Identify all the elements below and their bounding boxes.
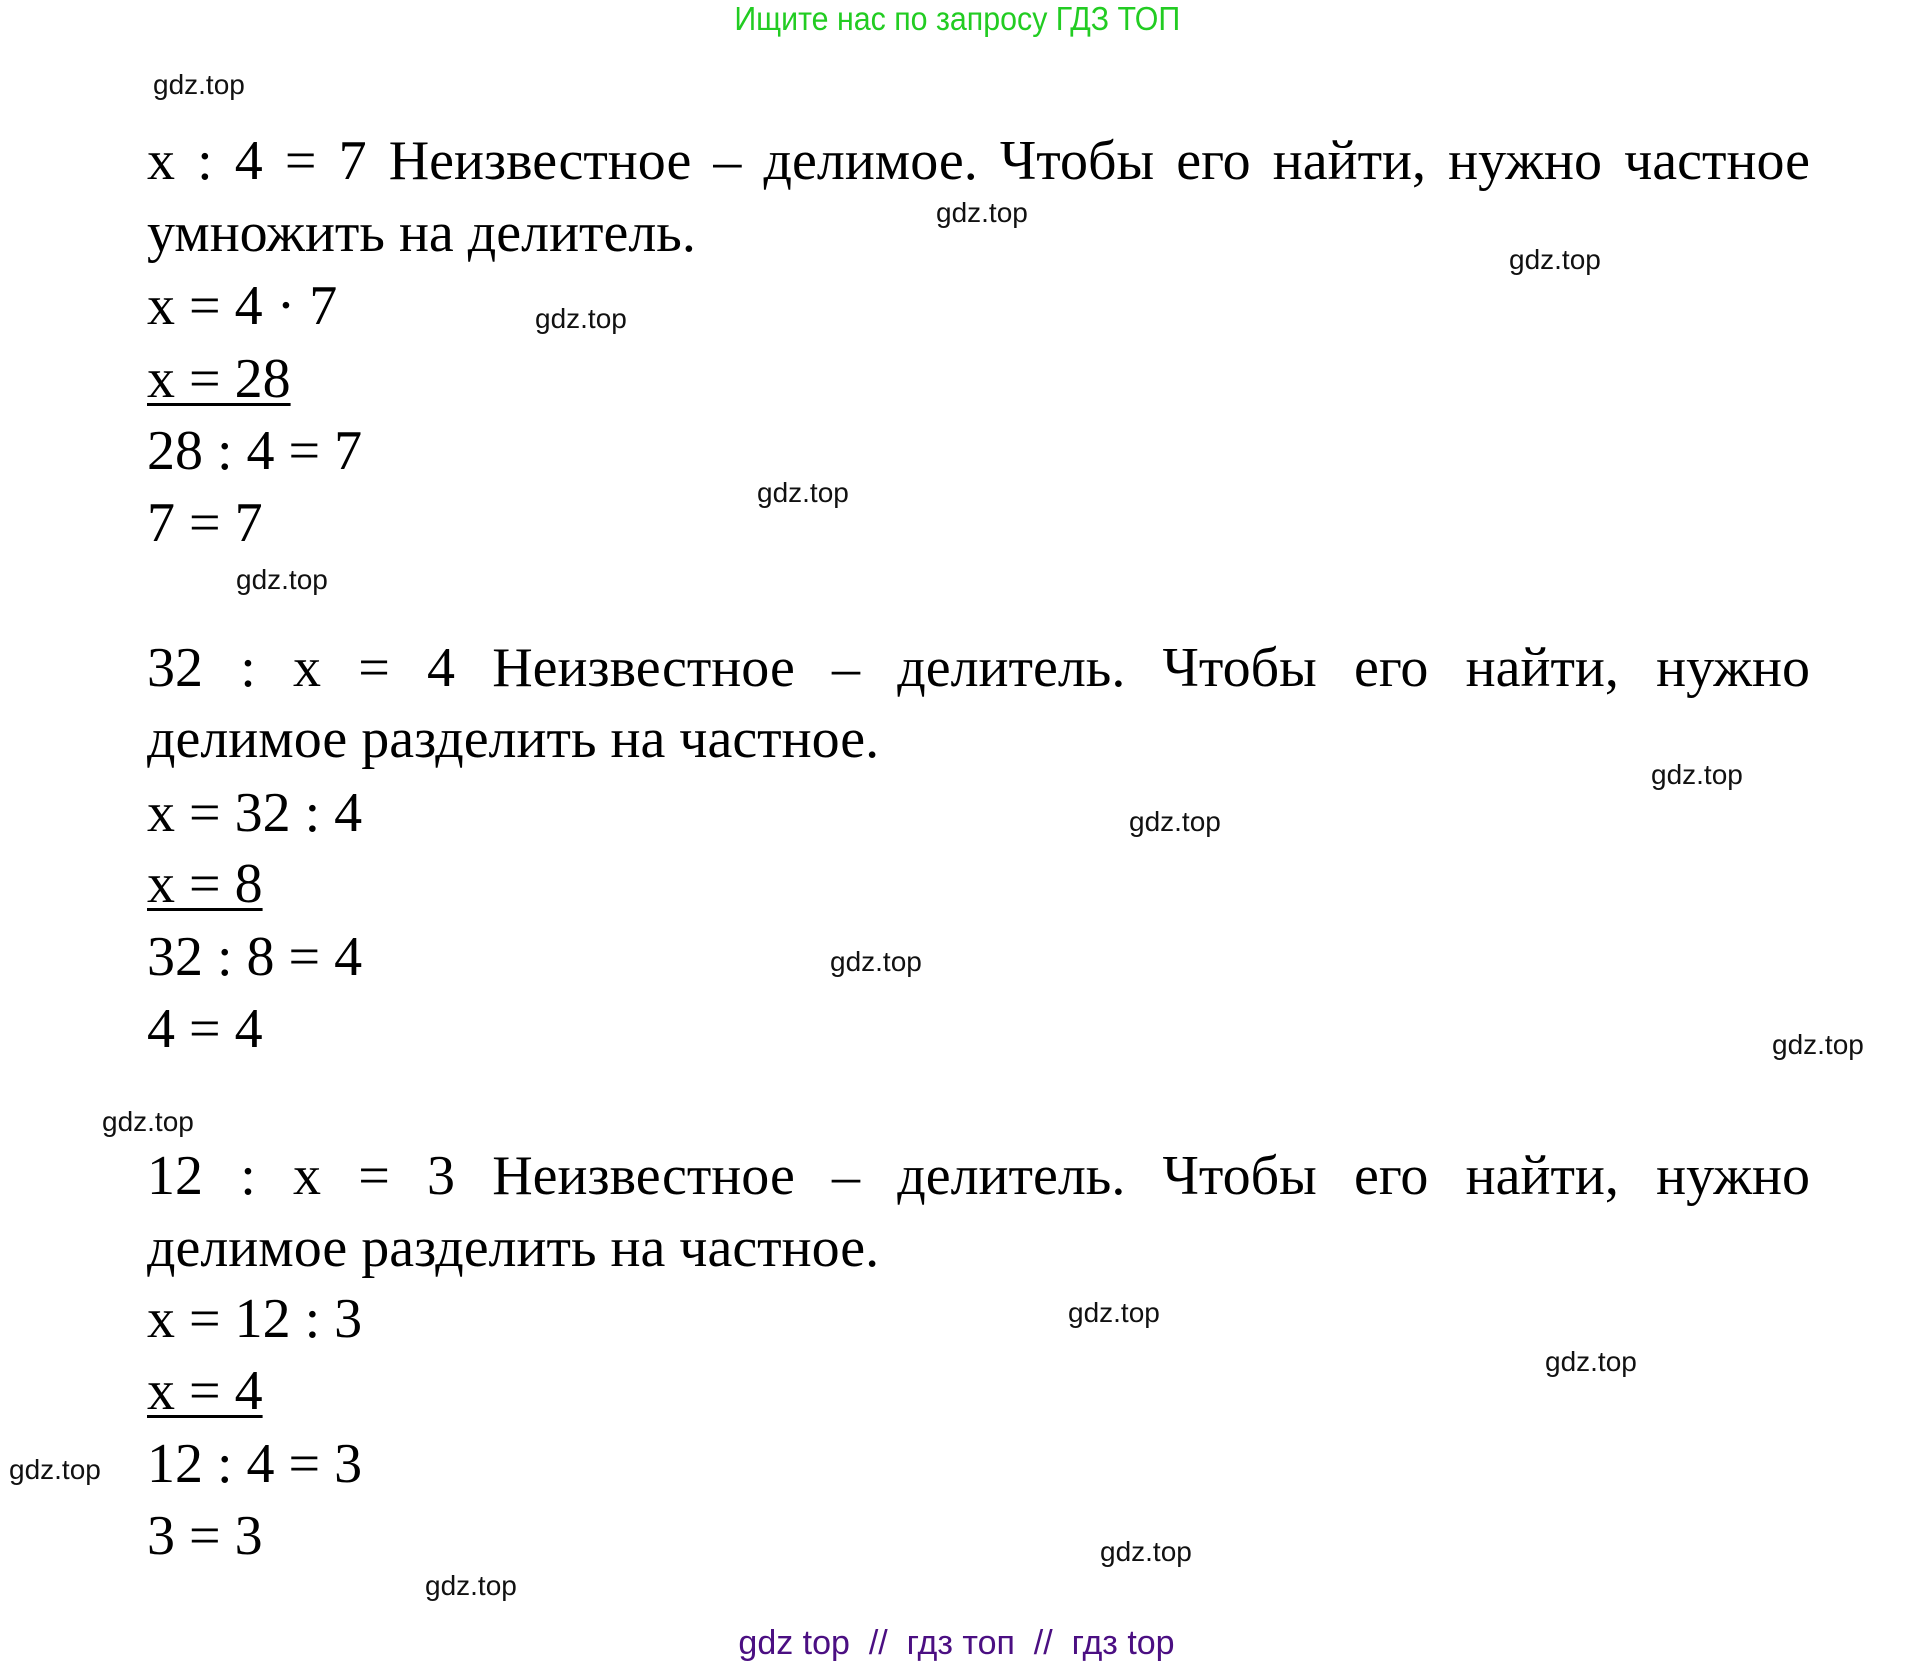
solution-step: x = 32 : 4 — [147, 782, 363, 844]
watermark: gdz.top — [830, 946, 922, 977]
answer: x = 8 — [147, 853, 263, 915]
footer-brand-links: gdz top // гдз топ // гдз top — [738, 1624, 1175, 1662]
watermark: gdz.top — [1068, 1297, 1160, 1328]
watermark: gdz.top — [757, 477, 849, 508]
equation-statement: 12 : x = 3 Неизвестное – делитель. Чтобы его найти, нужно — [147, 1145, 1810, 1207]
watermark: gdz.top — [1545, 1346, 1637, 1377]
watermark: gdz.top — [153, 69, 245, 100]
check-step: 32 : 8 = 4 — [147, 926, 363, 988]
watermark: gdz.top — [9, 1454, 101, 1485]
search-hint-banner: Ищите нас по запросу ГДЗ ТОП — [734, 0, 1181, 37]
equation-statement: 32 : x = 4 Неизвестное – делитель. Чтобы его найти, нужно — [147, 637, 1810, 699]
watermark: gdz.top — [1100, 1536, 1192, 1567]
answer: x = 28 — [147, 348, 291, 410]
equation-statement: x : 4 = 7 Неизвестное – делимое. Чтобы его найти, нужно частное — [147, 130, 1810, 192]
watermark: gdz.top — [1651, 759, 1743, 790]
watermark: gdz.top — [1129, 806, 1221, 837]
solution-step: x = 12 : 3 — [147, 1288, 363, 1350]
watermark: gdz.top — [236, 564, 328, 595]
watermark: gdz.top — [425, 1570, 517, 1601]
answer: x = 4 — [147, 1360, 263, 1422]
watermark: gdz.top — [535, 303, 627, 334]
watermark: gdz.top — [1772, 1029, 1864, 1060]
check-step: 12 : 4 = 3 — [147, 1433, 363, 1495]
rule-text: умножить на делитель. — [147, 202, 696, 264]
rule-text: делимое разделить на частное. — [147, 708, 880, 770]
check-result: 3 = 3 — [147, 1505, 263, 1567]
watermark: gdz.top — [102, 1106, 194, 1137]
check-result: 4 = 4 — [147, 998, 263, 1060]
check-step: 28 : 4 = 7 — [147, 420, 363, 482]
check-result: 7 = 7 — [147, 492, 263, 554]
solution-step: x = 4 · 7 — [147, 275, 338, 337]
watermark: gdz.top — [1509, 244, 1601, 275]
rule-text: делимое разделить на частное. — [147, 1217, 880, 1279]
watermark: gdz.top — [936, 197, 1028, 228]
